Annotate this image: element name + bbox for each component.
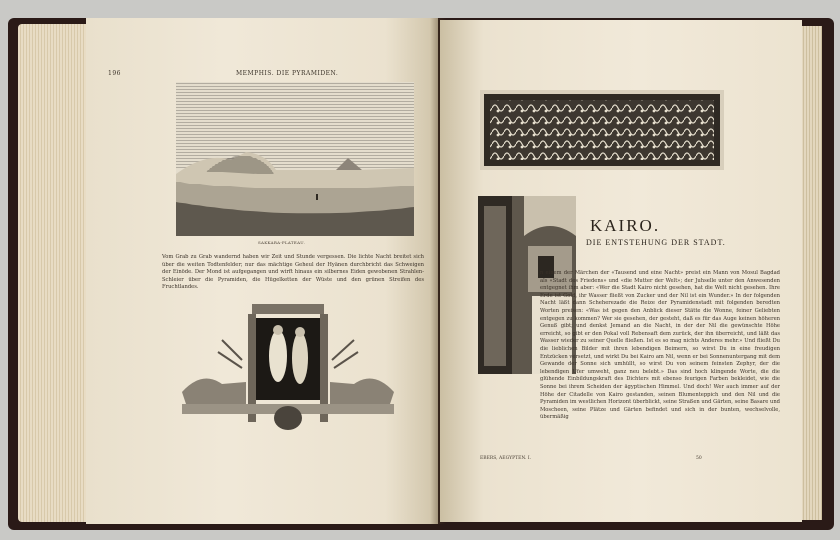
right-page (440, 20, 802, 522)
egyptian-relief-illustration (182, 300, 394, 440)
right-body-text: n einem der Märchen der «Tausend und eine Nacht» preist ein Mann von Mosul Bagdad als «Stadt des Friedens» und «die Mutter der Welt»; der Juhselle unter den Anwesenden entgegnet ihm aber: «Wer die Stadt Kairo nicht gesehen, hat die Welt nicht gesehen. Ihre Erde ist Gold, ihr Wasser fließt von Zucker und der Nil ist ein Wunder.» In der folgenden Nacht läßt dann Scheherezade die Reize der Pyramidenstadt mit folgenden beredten Worten preisen: «Was ist gegen den Anblick dieser Stätte die Wonne, feiner Geliebten entgegen zu kommen? Wer sie gesehen, der gesteht, daß es für das Auge keinen höheren Genuß gibt; und denkst Jemand an die Nacht, in der der Nil die gewünschte Höhe erreicht, so gibt er den Pokal voll Rebensaft dem zurück, der ihn überreicht, und läßt das Wasser wieder zu seiner Quelle fließen. Ist es so mag nichts Anderes mehr.» Und fließt Du die lieblichen Bilder mit ihren lebendigen Beimern, so wirst Du in eine freudigen Entzücken versetzt, und wirkt Du bei Kairo am Nil, wenn er bei Sonnenuntergang mit dem Gewande der Sonne sich umhüllt, so wirst Du von seinem feinsten Zephyr, der die lebendigen Ufer umweht, ganz neu belebt.» Das sind hoch klingende Worte, die die glühende Einbildungskraft des Dichters mit ebenso feurigen Farben bekleidet, wie die Sonne bei ihrem Scheiden der ägyptischen Himmel. Und doch! Wer auch immer auf der Höhe der Citadelle von Kairo gestanden, seinen Blumenteppich und den Nil und die Pyramiden im westlichen Horizont überblickt, seine Straßen und Gärten, seine Basare und Moscheen, seine Plätze und Gärten befindet und sich in der bunten, wechselvolle, übermäßig (540, 270, 780, 421)
open-book (8, 14, 834, 532)
left-page-number: 196 (108, 70, 121, 77)
chapter-title: KAIRO. (590, 216, 661, 235)
arabesque-ornament (480, 90, 724, 170)
left-body-text: Vom Grab zu Grab wandernd haben wir Zeit und Stunde vergessen. Die lichte Nacht breitet sich über die weiten Todtenfelder; nur das mächtige Geheul der Hyänen durchbricht das Schweigen der Einöde. Der Mond ist aufgegangen und wirft hinaus ein silbernes Eiden gewobenen Strahlen-Schleier über die Pyramiden, die Hügelketten der Wüste und den grünen Streifen des Fruchtlandes. (162, 254, 424, 291)
plate-caption: SAKKARA-PLATEAU. (258, 240, 306, 245)
left-running-header: MEMPHIS. DIE PYRAMIDEN. (236, 70, 339, 77)
sakkara-landscape-engraving (176, 82, 414, 236)
left-page (86, 18, 438, 524)
chapter-subtitle: DIE ENTSTEHUNG DER STADT. (586, 238, 726, 247)
footer-signature: 50 (696, 456, 702, 461)
footer-source: EBERS, AEGYPTEN. I. (480, 456, 532, 461)
